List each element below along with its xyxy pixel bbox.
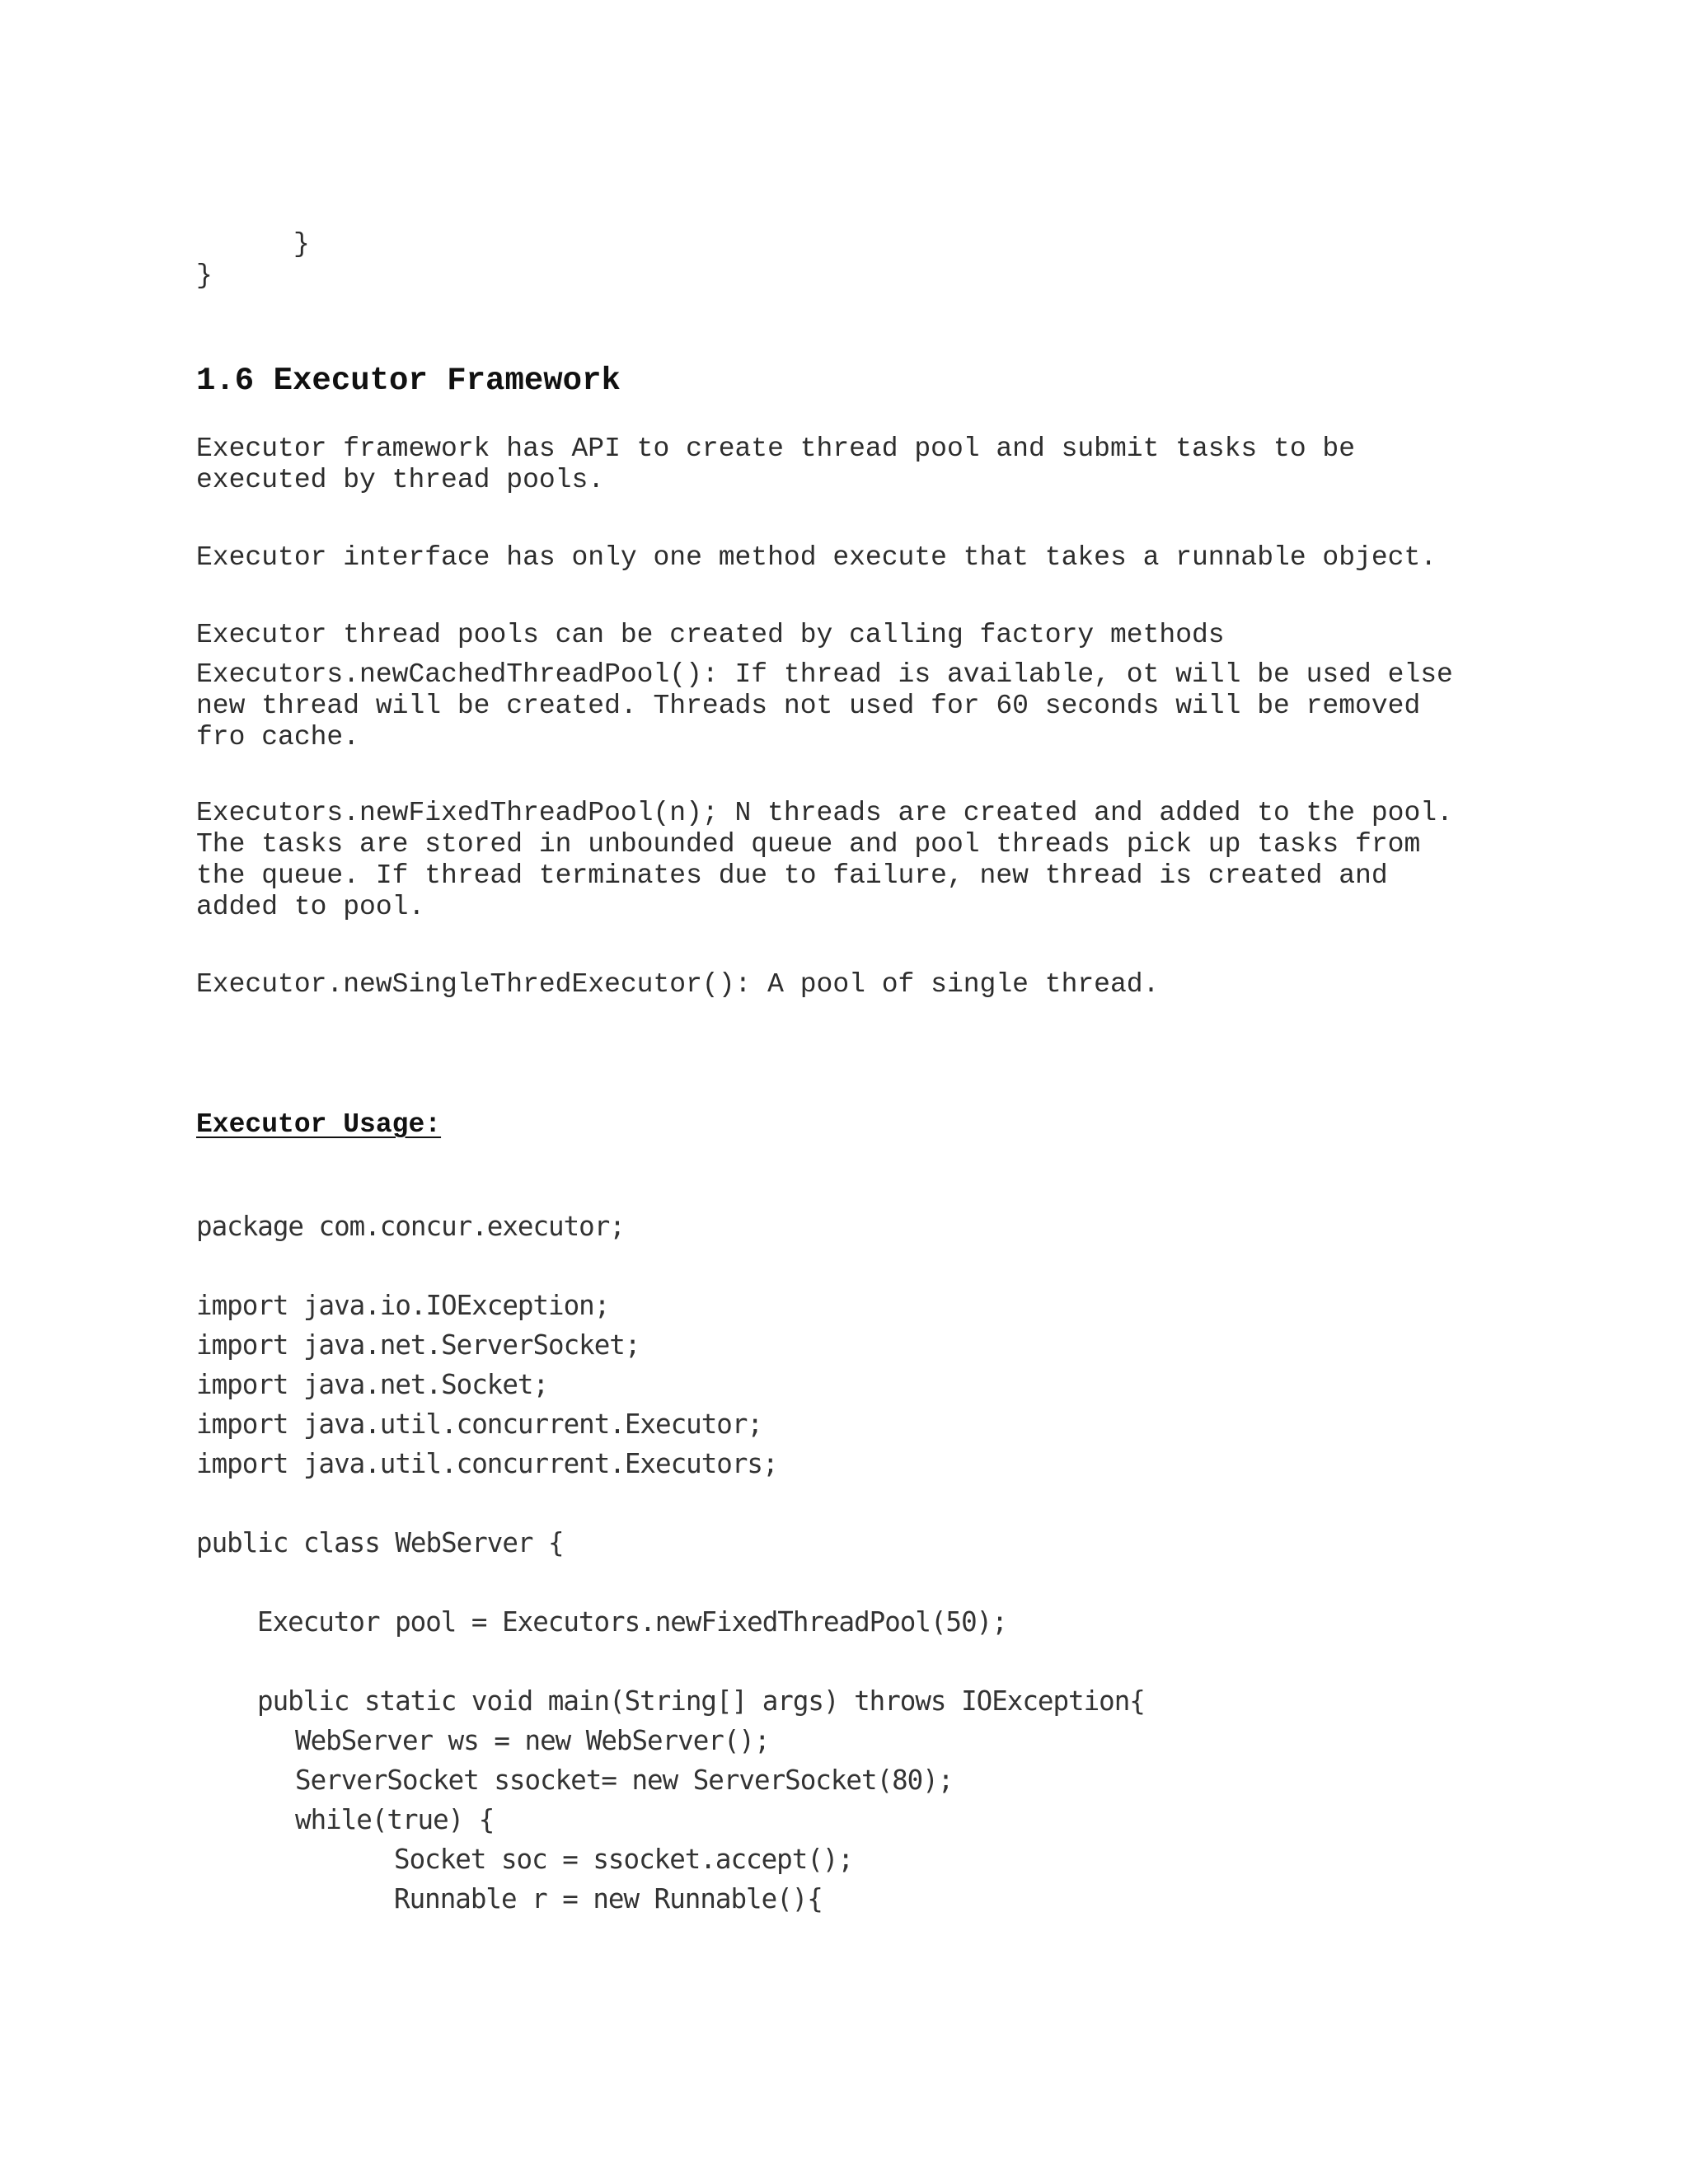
code-tail-brace-outer: }	[196, 260, 213, 291]
paragraph-cached-thread-pool: Executors.newCachedThreadPool(): If thread is available, ot will be used else new thread will be created. Threads not used for 60 seconds will be removed fro cache.	[196, 659, 1453, 752]
code-main-declaration: public static void main(String[] args) throws IOException{	[257, 1685, 1145, 1717]
code-tail-brace-inner: }	[293, 229, 310, 260]
code-loop-line-runnable: Runnable r = new Runnable(){	[394, 1883, 823, 1915]
code-pool-field: Executor pool = Executors.newFixedThreadPool(50);	[257, 1606, 1007, 1638]
paragraph-single-thread-executor: Executor.newSingleThredExecutor(): A pool of single thread.	[196, 969, 1160, 1000]
paragraph-executor-interface: Executor interface has only one method execute that takes a runnable object.	[196, 542, 1437, 573]
code-main-line-serversocket: ServerSocket ssocket= new ServerSocket(80);	[295, 1765, 954, 1796]
code-main-line-while: while(true) {	[295, 1804, 495, 1835]
section-heading: 1.6 Executor Framework	[196, 363, 621, 399]
code-loop-line-socket: Socket soc = ssocket.accept();	[394, 1844, 853, 1875]
code-package-line: package com.concur.executor;	[196, 1211, 625, 1242]
paragraph-framework-intro: Executor framework has API to create thread pool and submit tasks to be executed by thread pools.	[196, 434, 1356, 495]
code-imports: import java.io.IOException; import java.net.ServerSocket; import java.net.Socket; import java.util.concurrent.Executor; import java.util.concurrent.Executors;	[196, 1290, 778, 1479]
paragraph-factory-methods: Executor thread pools can be created by calling factory methods	[196, 620, 1225, 650]
code-class-declaration: public class WebServer {	[196, 1527, 564, 1558]
usage-heading: Executor Usage:	[196, 1109, 442, 1140]
code-main-line-webserver: WebServer ws = new WebServer();	[295, 1725, 770, 1756]
paragraph-fixed-thread-pool: Executors.newFixedThreadPool(n); N threads are created and added to the pool. The tasks are stored in unbounded queue and pool threads pick up tasks from the queue. If thread terminates due to failure, new thread is created and added to pool.	[196, 798, 1453, 922]
